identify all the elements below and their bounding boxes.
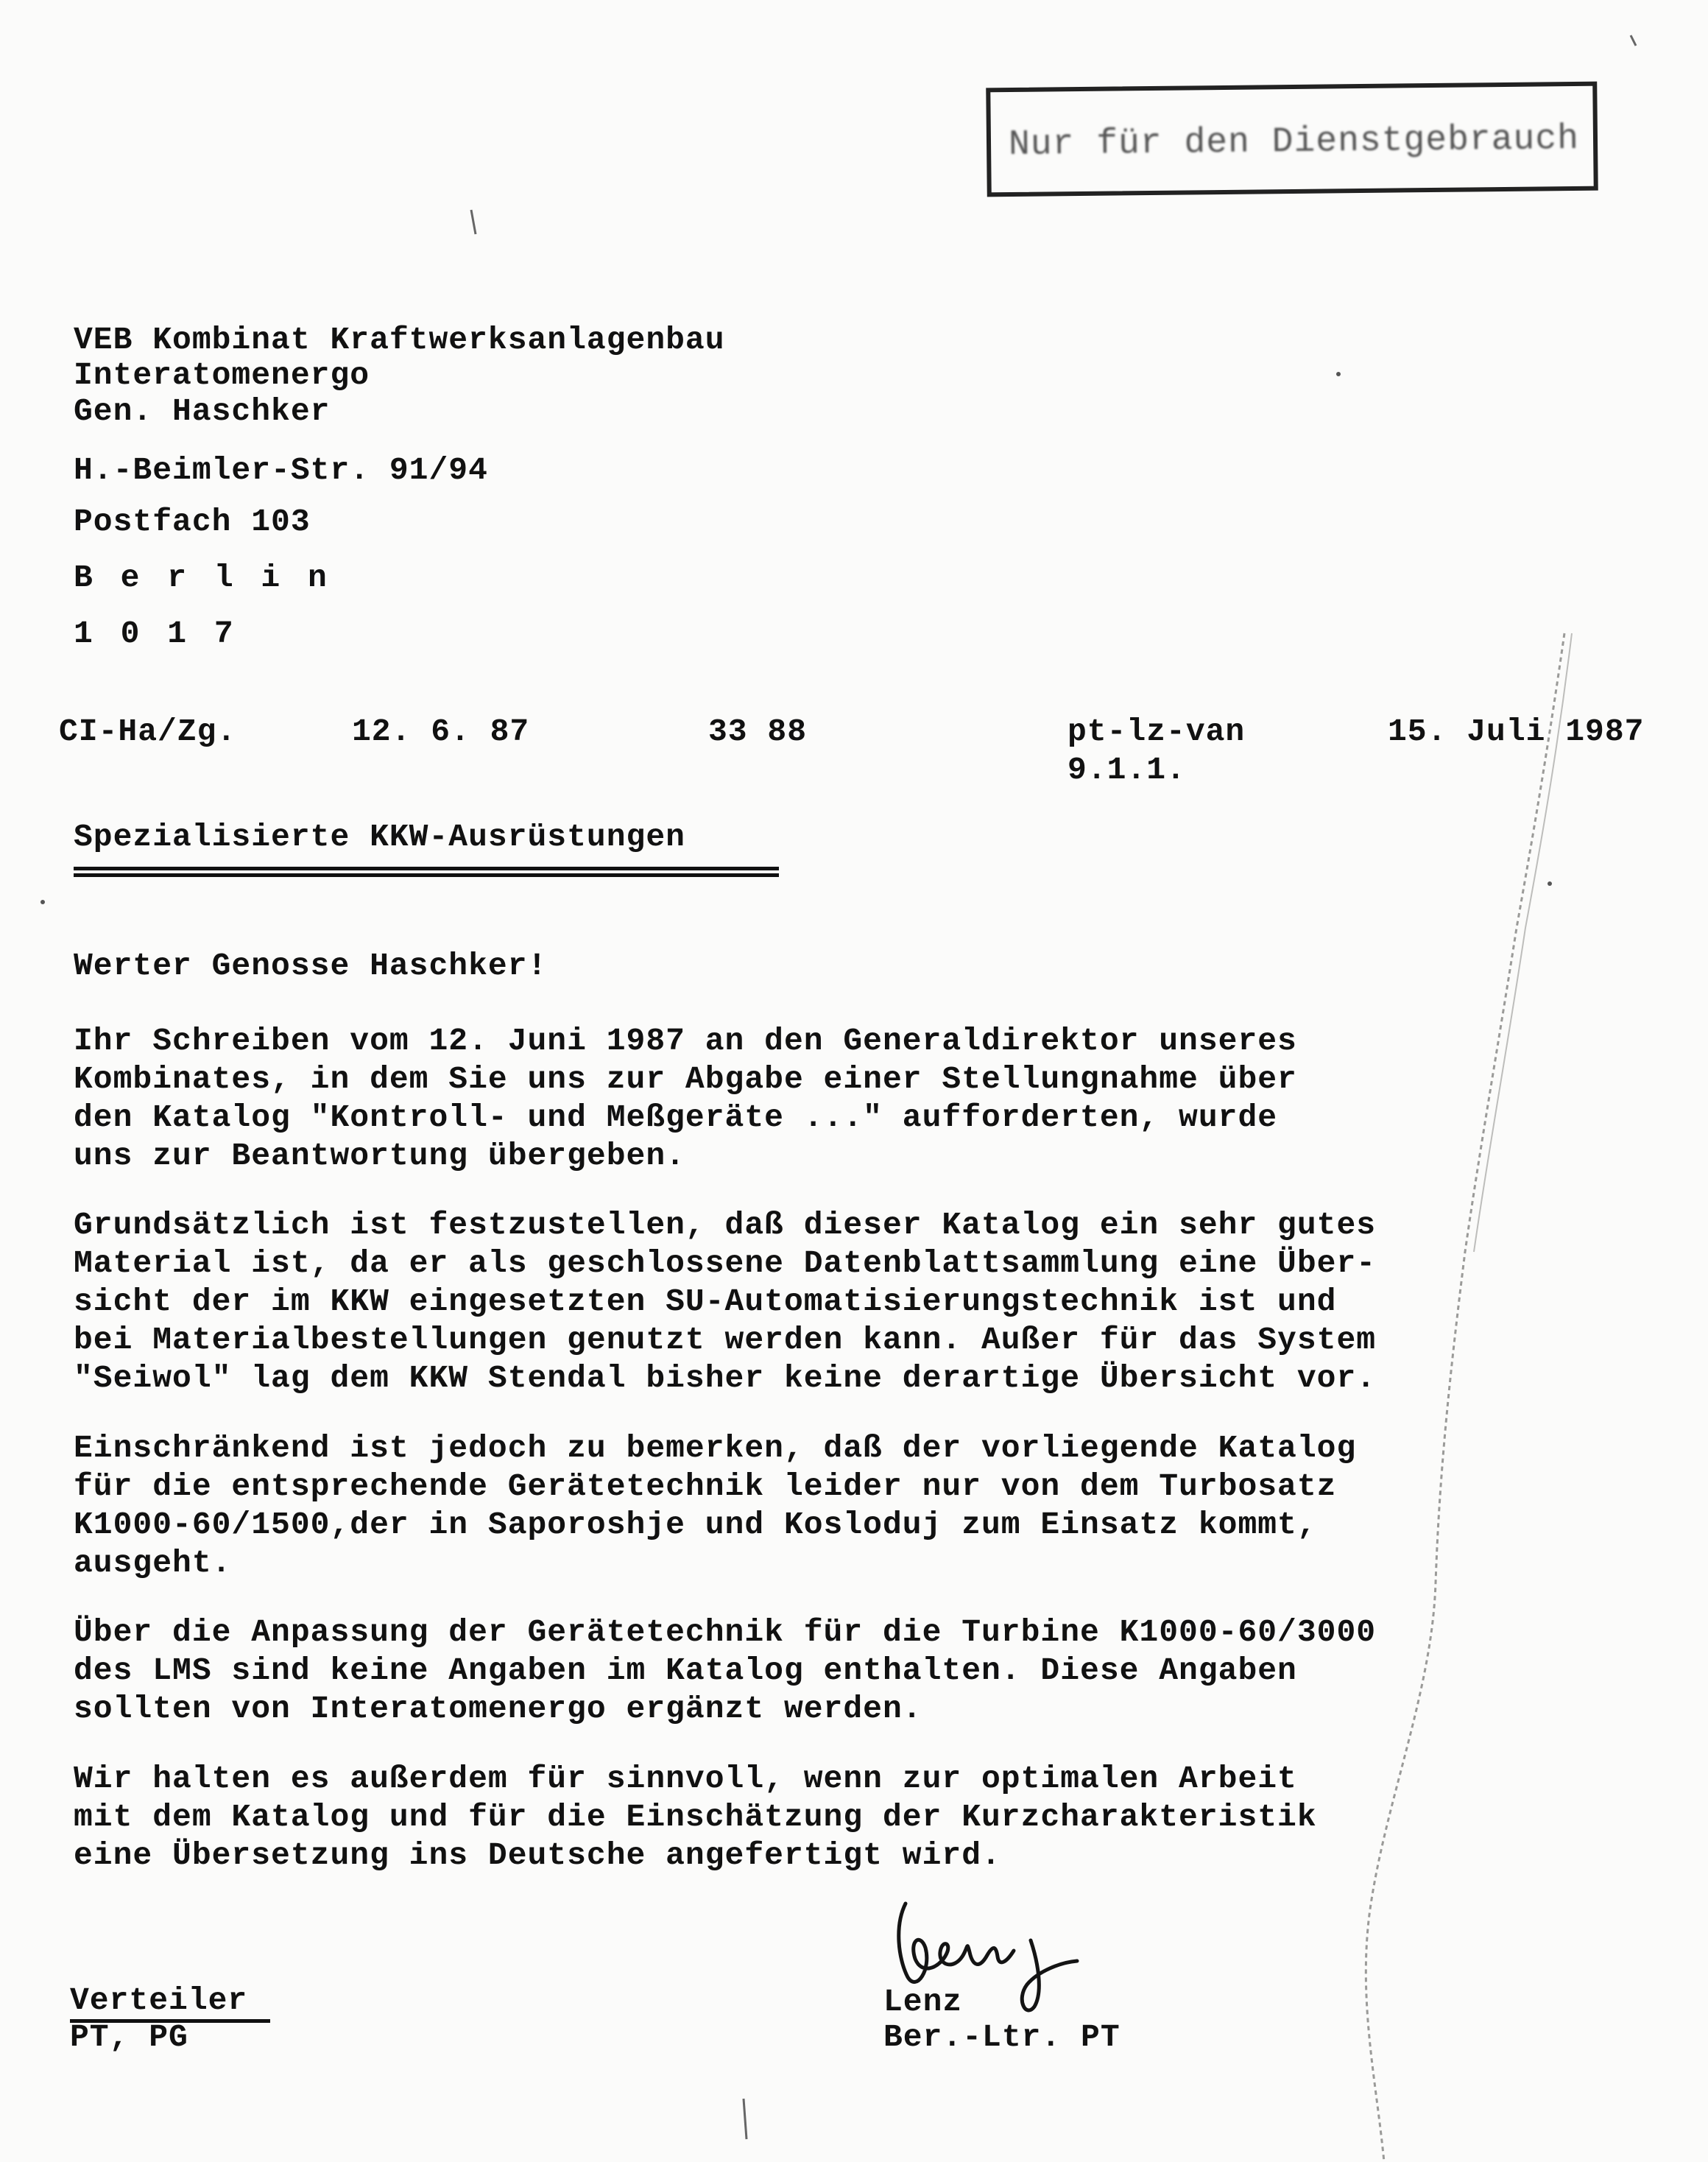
paragraph-line: sicht der im KKW eingesetzten SU-Automatisierungstechnik ist und: [74, 1284, 1337, 1320]
reference-phone: 33 88: [708, 714, 808, 750]
recipient-city: B e r l i n: [74, 560, 331, 596]
paragraph-line: Kombinates, in dem Sie uns zur Abgabe einer Stellungnahme über: [74, 1061, 1297, 1097]
reference-your-sign: CI-Ha/Zg.: [59, 714, 237, 750]
classification-stamp: [986, 82, 1598, 197]
distribution-heading: Verteiler: [70, 1982, 248, 2018]
reference-our-sign: pt-lz-van: [1068, 714, 1246, 750]
paragraph-line: Ihr Schreiben vom 12. Juni 1987 an den Generaldirektor unseres: [74, 1023, 1297, 1059]
paragraph-line: Wir halten es außerdem für sinnvoll, wenn zur optimalen Arbeit: [74, 1761, 1297, 1797]
recipient-department: Interatomenergo: [74, 357, 370, 393]
paragraph-line: den Katalog "Kontroll- und Meßgeräte ..." aufforderten, wurde: [74, 1099, 1278, 1135]
paragraph-line: bei Materialbestellungen genutzt werden kann. Außer für das System: [74, 1322, 1377, 1358]
recipient-street: H.-Beimler-Str. 91/94: [74, 452, 488, 488]
salutation: Werter Genosse Haschker!: [74, 948, 548, 984]
paragraph-line: sollten von Interatomenergo ergänzt werden.: [74, 1691, 922, 1727]
paragraph-line: Material ist, da er als geschlossene Datenblattsammlung eine Über-: [74, 1245, 1377, 1281]
paragraph-line: K1000-60/1500,der in Saporoshje und Kosloduj zum Einsatz kommt,: [74, 1507, 1317, 1543]
subject-line: Spezialisierte KKW-Ausrüstungen: [74, 819, 685, 855]
sender-title: Ber.-Ltr. PT: [883, 2019, 1121, 2055]
paragraph-line: ausgeht.: [74, 1545, 232, 1581]
paragraph-line: des LMS sind keine Angaben im Katalog enthalten. Diese Angaben: [74, 1652, 1297, 1689]
subject-underline: [74, 867, 779, 877]
paragraph-line: für die entsprechende Gerätetechnik leider nur von dem Turbosatz: [74, 1468, 1337, 1504]
paragraph-line: Einschränkend ist jedoch zu bemerken, daß der vorliegende Katalog: [74, 1430, 1357, 1466]
paragraph-line: uns zur Beantwortung übergeben.: [74, 1138, 685, 1174]
sender-name: Lenz: [883, 1984, 963, 2020]
paragraph-line: eine Übersetzung ins Deutsche angefertigt wird.: [74, 1837, 1001, 1873]
stamp-text: Nur für den Dienstgebrauch: [1008, 119, 1580, 166]
paragraph-line: mit dem Katalog und für die Einschätzung der Kurzcharakteristik: [74, 1799, 1317, 1835]
reference-your-date: 12. 6. 87: [352, 714, 530, 750]
recipient-name: Gen. Haschker: [74, 393, 331, 429]
distribution-list: PT, PG: [70, 2019, 188, 2055]
letter-date: 15. Juli 1987: [1388, 714, 1645, 750]
recipient-organization: VEB Kombinat Kraftwerksanlagenbau: [74, 322, 725, 358]
reference-our-sign-2: 9.1.1.: [1068, 752, 1186, 788]
paragraph-line: Grundsätzlich ist festzustellen, daß dieser Katalog ein sehr gutes: [74, 1207, 1377, 1243]
recipient-postcode: 1 0 1 7: [74, 616, 238, 652]
recipient-postbox: Postfach 103: [74, 504, 311, 540]
paragraph-line: Über die Anpassung der Gerätetechnik für die Turbine K1000-60/3000: [74, 1614, 1377, 1650]
paragraph-line: "Seiwol" lag dem KKW Stendal bisher keine derartige Übersicht vor.: [74, 1360, 1377, 1396]
